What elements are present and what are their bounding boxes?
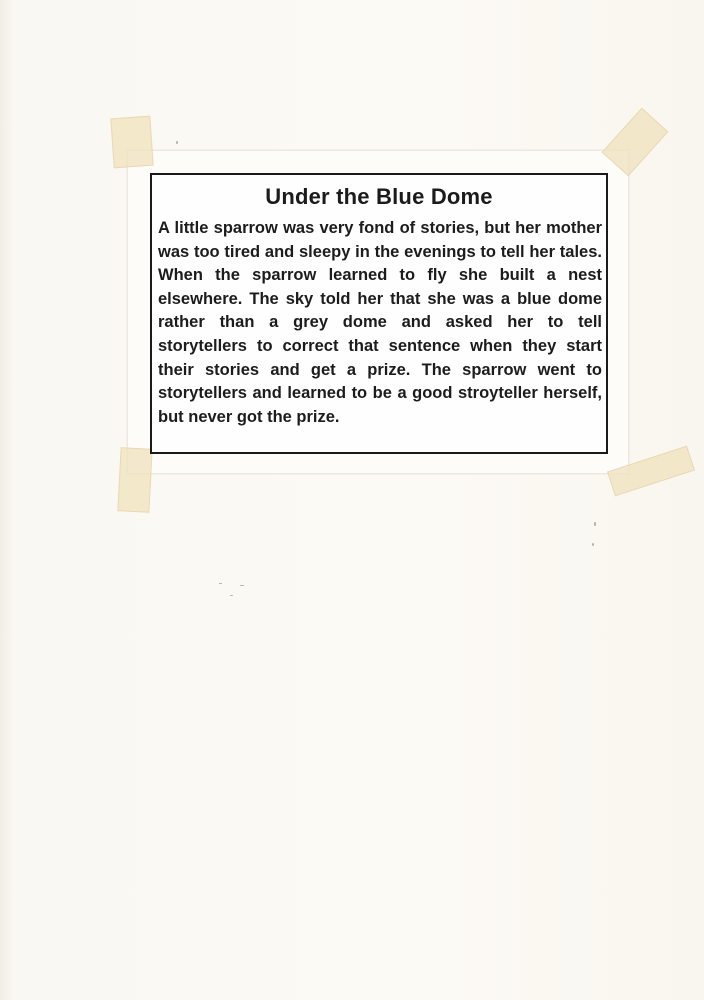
paper-speck <box>592 543 594 546</box>
tape-top-left <box>110 116 153 169</box>
story-title: Under the Blue Dome <box>265 184 493 209</box>
tape-bottom-left <box>117 447 152 513</box>
paper-speck <box>594 522 596 526</box>
paper-speck <box>176 141 178 144</box>
story-body: A little sparrow was very fond of stories, but her mother was too tired and sleepy in the evenings to tell her tales. When the sparrow learned to fly she built a nest elsewhere. The sky told her that she was a blue dome rather than a grey dome and asked her to tell storytellers to correct that sentence when they start their stories and get a prize. The sparrow went to storytellers and learned to be a good stroyteller herself, but never got the prize. <box>158 219 602 426</box>
story-box <box>150 173 608 454</box>
paper-speck <box>219 583 222 584</box>
paper-speck <box>240 585 244 586</box>
paper-speck <box>230 595 233 596</box>
